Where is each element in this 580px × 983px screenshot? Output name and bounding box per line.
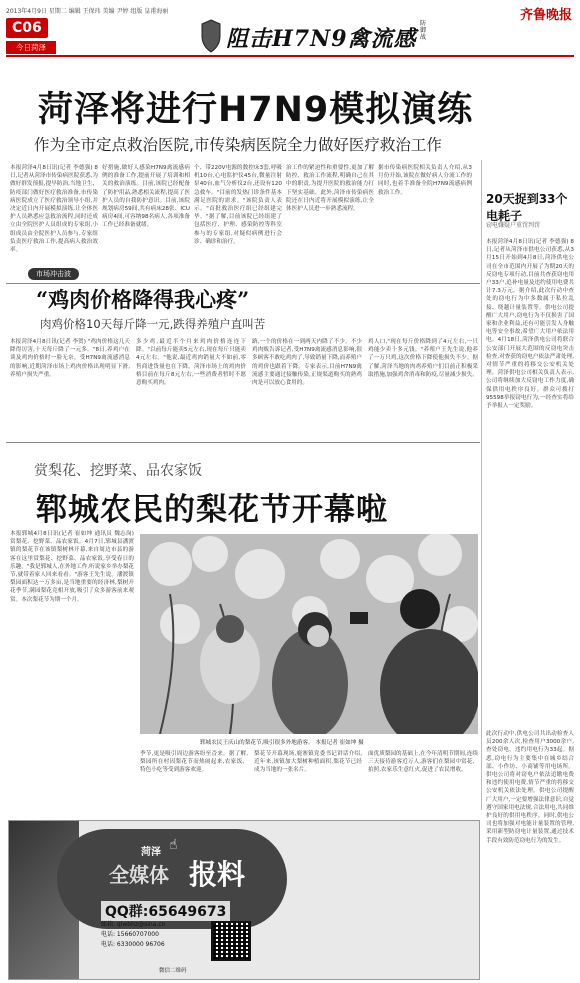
page-number: C06 <box>6 18 48 38</box>
ad-contact-2: 电话: 15660707000 <box>101 931 159 938</box>
newspaper-brand: 齐鲁晚报 <box>519 8 572 23</box>
feature-col-3: 梨花节开幕现场,鹿寨镇党委书记讲话介绍,近年来,该镇加大梨树种植面积,梨花节已经成为当地的一张名片。 <box>254 751 362 774</box>
column-divider <box>481 160 482 810</box>
right-story-headline: 20天捉到33个电耗子 <box>486 192 568 223</box>
right-story-subheadline: 窃电嫌疑户重罚判罚 <box>486 222 541 229</box>
right-story-body: 本报菏泽4月8日讯(记者 李德强) 8日,记者从菏泽市供电公司获悉,从3月15日开始到4月8日,菏泽供电公司在全市范围内开展了为期20天的反窃电专项行动,目前共查获窃电用户33户,追补电量及违约使用电费共计7.3万元。据介绍,此次行动中查处的窃电行为中多数属于私拉乱接、绕越计量装置等。供电公司提醒广大用户,窃电行为不仅损害了国家和企业利益,还有可能引发人身触电等安全事故,希望广大用户依法用电。4月18日,菏泽供电公司将联合公安部门开展大范围的反窃电突击检查,对查获的窃电户依法严肃处理,对情节严重的将移交公安机关处理。菏泽供电公司相关负责人表示,公司将继续加大反窃电工作力度,确保供用电秩序良好。群众可拨打95598举报窃电行为,一经查实将给予举报人一定奖励。 <box>486 239 574 410</box>
ad-line-2: 全媒体 <box>109 863 169 887</box>
topic-banner <box>200 18 430 54</box>
feature-col-1: 本报郓城4月8日讯(记者 崔如坤 通讯员 魏志岗) 赏梨花、挖野菜、品农家饭。4月7日,郓城县潘渡镇的梨花节在该镇梨树林开幕,来自周边市县的游客在这里赏梨花、挖野菜、品农家饭,享受春日的乐趣。"我是郓城人,在外地工作,听说家乡举办梨花节,就带着家人回来看看。"游客王先生说。潘渡镇梨园面积达一万多亩,是当地重要的经济林,梨树开花季节,满园梨花竞相开放,吸引了众多游客前来观赏。本次梨花节为期一个月。 <box>10 531 134 603</box>
banner-side-text: 防御战 <box>420 20 427 41</box>
section-tag: 今日菏泽 <box>6 41 56 54</box>
date-line: 2013年4月9日 星期二 编辑 王保玮 美编 尹婷 组版 皇甫海丽 <box>6 8 169 15</box>
lead-col-3: 个、带220V电源的数控床3套,呼吸机10台,心电监护仪45台,微量注射泵40台,血气分析仪2台,还设有120急救车。"目前的发热门诊条件基本满足医院的需求。"该院负责人表示。"首批救治医疗组已经组建完毕。"据了解,目前该院已经组建了包括医疗、护理、感染防控等科室参与的专家组,对疑似病例进行会诊、确诊和治疗。 <box>194 165 282 245</box>
ad-qq: QQ群:65649673 <box>101 901 230 921</box>
ad-box <box>8 820 480 980</box>
sub-col-2: 多少鸡,最近半个月来鸡肉价格连连下降。"以前每斤能卖5元左右,现在每斤只能卖4元左右。"他说,最近鸡肉销量大不如前,零售商进货量也在下降。菏泽市场上的鸡肉价格目前在每斤8元左右,一些消费者暂时不愿意购买鸡肉。 <box>136 339 246 387</box>
ad-contact-3: 电话: 6330000 96706 <box>101 941 165 948</box>
feature-divider <box>6 442 480 443</box>
sub-col-3: 路,一个的价格在一到两天内降了不少。不少鸡肉贩告诉记者,受H7N9禽流感消息影响,很多顾客不敢吃鸡肉了,导致销量下降,而养殖户的鸡价也跟着下降。专家表示,目前H7N9禽流感主要通过接触传染,正规渠道购买的熟鸡肉是可以放心食用的。 <box>252 339 362 387</box>
feature-kicker: 赏梨花、挖野菜、品农家饭 <box>34 463 202 479</box>
shield-icon <box>200 18 222 54</box>
header-rule <box>6 55 574 57</box>
sub-headline: “鸡肉价格降得我心疼” <box>36 287 250 312</box>
sub-col-1: 本报菏泽4月8日讯(记者 李贺) "鸡肉价格这几天降得厉害,十天每斤降了一元多。"8日,养鸡户在谈及鸡肉价格时一脸无奈。受H7N9禽流感消息的影响,近期菏泽市场上鸡肉价格出现明显下滑,养殖户损失严重。 <box>10 339 130 378</box>
ad-line-3: 报料 <box>189 858 246 891</box>
qr-code-icon <box>211 921 251 961</box>
lead-col-5: 据市传染病医院相关负责人介绍,从3月份开始,该院在做好病人分流工作的同时,也着手准备全院H7N9流感病例救治工作。 <box>378 165 472 196</box>
feature-headline: 郓城农民的梨花节开幕啦 <box>36 492 388 528</box>
sub-col-4: 鸡人口,"现在每斤价格降到了4元左右,一只鸡能少卖十多元钱。"养殖户王先生说,他养了一万只鸡,这次价格下降使他损失不少。据了解,菏泽当地的肉鸡养殖户们目前正积极采取措施,加强鸡舍消毒和防疫,尽量减少损失。 <box>368 339 478 378</box>
lead-col-2: 好措施,做好人感染H7N9禽流感病例的准备工作,提前开展了培训和相关的救治演练。目前,该院已经配备了防护用品,熟悉相关流程,提高了医护人员的自我防护意识。目前,该院规划病房59间,共有病床28张、ICU病房4间,可容纳98名病人,各项准备工作已经准备就绪。 <box>102 165 190 229</box>
lead-headline: 菏泽将进行H7N9模拟演练 <box>38 90 474 130</box>
feature-col-2: 季节,更是吸引周边游客纷至沓来。据了解,梨园所在村因梨花节而热闹起来,农家饭、特色小吃等受到游客欢迎。 <box>140 751 248 774</box>
lead-col-4: 治工作的紧迫性和重要性,更加了解防控、救治工作流程,明确自己在其中的职责,为提升医院的救治能力打下坚实基础。此外,菏泽市传染病医院还在日内近将开展模拟演练,让全体医护人员进一步熟悉流程。 <box>286 165 374 213</box>
ad-line-1: 菏泽 <box>141 847 161 858</box>
photo-scene <box>140 534 478 734</box>
lead-col-1: 本报菏泽4月8日讯(记者 李德强) 8日,记者从菏泽市传染病医院获悉,为做好群发预报,提早防治,当地卫生、防疫部门做好医疗救治准备,市传染病医院成立了医疗救治领导小组,并决定近日内开展模拟演练,让全体医护人员熟悉应急救治流程,同时还成立由全院医护人员组成的专家组,小组成员由全院医护人员参与,专家组负责医疗救治工作,提高病人救治效率。 <box>10 165 98 254</box>
sub-section-tag: 市场冲击波 <box>28 268 79 280</box>
photo-caption: 郓城农民王庆山的梨花节,吸引很多外地游客。 本报记者 崔如坤 摄 <box>200 740 364 746</box>
feature-col-4: 面优质梨园的基础上,在今年清明节期间,连续三天接待游客近万人,游客们在梨园中赏花、拍照,农家乐生意红火,促进了农民增收。 <box>368 751 478 774</box>
ad-contact-1: 邮箱: qlwbhz@sina.cn <box>101 921 166 928</box>
hand-pointer-icon: ☝ <box>169 837 178 853</box>
news-photo <box>140 534 478 734</box>
banner-title: 阻击H7N9禽流感 <box>226 26 417 52</box>
sub-subheadline: 肉鸡价格10天每斤降一元,跌得养殖户直叫苦 <box>40 317 266 331</box>
lead-subheadline: 作为全市定点救治医院,市传染病医院全力做好医疗救治工作 <box>34 136 442 154</box>
ad-footer: 微信二维码 <box>159 968 187 974</box>
right-col-continued: 此次行动中,供电公司共出动检查人员200余人次,检查用户3000余户,查处窃电、违约用电行为33起。据悉,窃电行为主要集中在城乡结合部、小作坊、小商铺等用电场所。供电公司将对窃电户依法追缴电费和违约使用电费,情节严重的将移交公安机关依法处理。供电公司提醒广大用户,一定要增强法律意识,自觉遵守国家用电法规,合法用电,共同维护良好的供用电秩序。同时,供电公司也将加强对电能计量装置的管理,采用新型防窃电计量装置,通过技术手段有效防范窃电行为的发生。 <box>486 731 574 844</box>
